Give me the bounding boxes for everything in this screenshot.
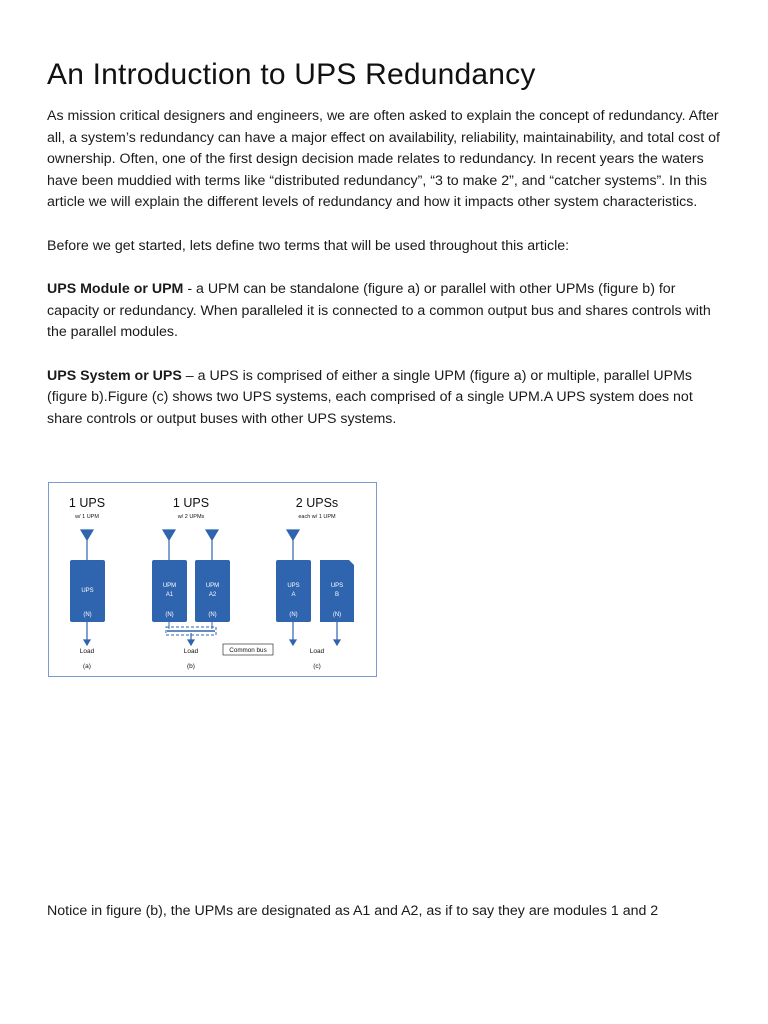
- module-label: UPS: [81, 588, 94, 594]
- arrow-down-icon: [84, 640, 90, 645]
- arrow-down-icon: [334, 640, 340, 645]
- group-b-heading: 1 UPS: [172, 496, 210, 510]
- term-upm: UPS Module or UPM: [47, 281, 184, 297]
- ups-diagram-figure: [48, 482, 377, 677]
- group-c-heading: 2 UPSs: [295, 496, 339, 510]
- caption-c: (c): [313, 663, 321, 670]
- group-a-heading: 1 UPS: [68, 496, 106, 510]
- load-label-c: Load: [309, 648, 325, 655]
- common-bus-label: Common bus: [229, 647, 267, 654]
- arrow-down-icon: [290, 640, 296, 645]
- load-label-b: Load: [183, 648, 199, 655]
- caption-b: (b): [187, 663, 195, 670]
- module-label: A2: [208, 592, 217, 598]
- module-n-label: (N): [208, 612, 217, 618]
- input-source-icon: [81, 530, 93, 540]
- group-c-subheading: each w/ 1 UPM: [298, 514, 336, 520]
- term-definition-upm: [47, 279, 727, 344]
- input-source-icon: [287, 530, 299, 540]
- terms-intro-paragraph: Before we get started, lets define two terms that will be used throughout this article:: [47, 237, 570, 254]
- caption-a: (a): [83, 663, 91, 670]
- input-sources: [81, 530, 299, 560]
- definition-ups: – a UPS is comprised of either a single UPM (figure a) or multiple, parallel UPMs (figure b).Figure (c) shows two UPS systems, each comprised of a single UPM.A UPS system does not share controls or output buses with other UPS systems.: [47, 367, 693, 427]
- page-title: An Introduction to UPS Redundancy: [47, 58, 536, 91]
- definition-upm: - a UPM can be standalone (figure a) or parallel with other UPMs (figure b) for capacity or redundancy. When paralleled it is connected to a common output bus and shares controls with the parallel modules.: [47, 281, 711, 340]
- group-a-subheading: w/ 1 UPM: [75, 514, 99, 520]
- module-label: A1: [165, 592, 174, 598]
- module-label: A: [291, 592, 296, 598]
- module-n-label: (N): [332, 612, 342, 618]
- intro-paragraph: As mission critical designers and engineers, we are often asked to explain the concept of redundancy. After all, a system’s redundancy can have a major effect on availability, reliability, maintainability, and total cost of ownership. Often, one of the first design decision made relates to redundancy. In recent years the waters have been muddied with terms like “distributed redundancy”, “3 to make 2”, and “catcher systems”. In this article we will explain the different levels of redundancy and how it impacts other system characteristics.: [47, 108, 720, 210]
- module-label: UPM: [162, 583, 177, 589]
- module-n-label: (N): [165, 612, 174, 618]
- module-n-label: (N): [83, 612, 92, 618]
- module-label: B: [334, 592, 340, 598]
- ups-diagram: [49, 483, 375, 675]
- term-definition-ups: [47, 366, 727, 431]
- arrow-down-icon: [188, 640, 194, 645]
- group-b-subheading: w/ 2 UPMs: [177, 514, 205, 520]
- article: [47, 58, 727, 430]
- input-source-icon: [206, 530, 218, 540]
- module-label: UPS: [330, 583, 344, 589]
- module-label: UPM: [205, 583, 220, 589]
- module-n-label: (N): [289, 612, 298, 618]
- closing-paragraph: Notice in figure (b), the UPMs are designated as A1 and A2, as if to say they are modules 1 and 2: [47, 903, 659, 919]
- module-label: UPS: [287, 583, 300, 589]
- input-source-icon: [163, 530, 175, 540]
- term-ups: UPS System or UPS: [47, 367, 182, 384]
- load-label-a: Load: [79, 648, 95, 655]
